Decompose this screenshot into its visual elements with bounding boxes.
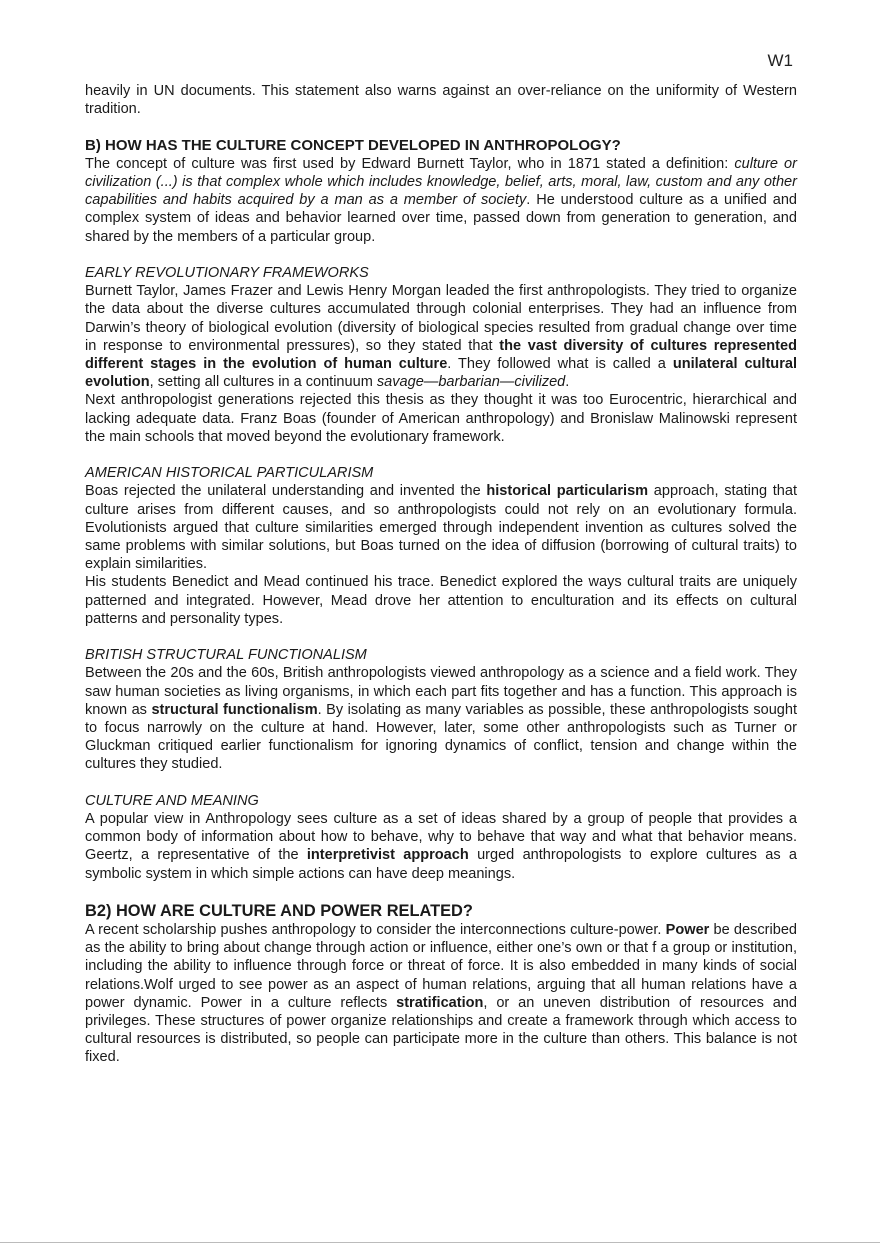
spacer (85, 628, 797, 646)
spacer (85, 774, 797, 792)
british-heading: BRITISH STRUCTURAL FUNCTIONALISM (85, 647, 367, 664)
section-b-paragraph: The concept of culture was first used by Edward Burnett Taylor, who in 1871 stated a definition: culture or civilization (...) is that complex whole which includes knowledge, belief, arts, moral, law, custom and any other capabilities and habits acquired by a man as a member of society. He understood culture as a unified and complex system of ideas and behavior learned over time, passed down from generation to generation, and shared by the members of a particular group. (85, 155, 797, 245)
american-heading: AMERICAN HISTORICAL PARTICULARISM (85, 465, 374, 482)
early-paragraph-2: Next anthropologist generations rejected this thesis as they thought it was too Eurocentric, hierarchical and lacking adequate data. Franz Boas (founder of American anthropology) and Bronislaw Malinowski represent the main schools that moved beyond the evolutionary framework. (85, 392, 797, 445)
section-b2-heading: B2) HOW ARE CULTURE AND POWER RELATED? (85, 902, 473, 921)
section-b-heading: B) HOW HAS THE CULTURE CONCEPT DEVELOPED IN ANTHROPOLOGY? (85, 136, 621, 154)
meaning-heading: CULTURE AND MEANING (85, 792, 259, 809)
american-paragraph-1: Boas rejected the unilateral understanding and invented the historical particularism approach, stating that culture arises from different causes, and so anthropologists could not rely on an evolutionary formula. Evolutionists argued that culture similarities emerged through independent invention as cultures solved the same problems with similar solutions, but Boas turned on the idea of diffusion (borrowing of cultural traits) to explain similarities. (85, 483, 797, 573)
document-body (85, 82, 797, 1067)
british-paragraph: Between the 20s and the 60s, British anthropologists viewed anthropology as a science and a field work. They saw human societies as living organisms, in which each part fits together and has a function. This approach is known as structural functionalism. By isolating as many variables as possible, these anthropologists sought to focus narrowly on the culture at hand. However, later, some other anthropologists such as Turner or Gluckman critiqued earlier functionalism for ignoring dynamics of conflict, tension and change within the cultures they studied. (85, 665, 798, 773)
spacer (85, 883, 797, 901)
intro-paragraph: heavily in UN documents. This statement also warns against an over-reliance on the uniformity of Western tradition. (85, 83, 797, 118)
spacer (85, 446, 797, 464)
meaning-paragraph: A popular view in Anthropology sees culture as a set of ideas shared by a group of people that provides a common body of information about how to behave, why to behave that way and what that behavior means. Geertz, a representative of the interpretivist approach urged anthropologists to explore cultures as a symbolic system in which simple actions can have deep meanings. (85, 811, 798, 882)
footer-divider (0, 1242, 880, 1243)
american-paragraph-2: His students Benedict and Mead continued his trace. Benedict explored the ways cultural traits are uniquely patterned and integrated. However, Mead drove her attention to enculturation and its effects on cultural patterns and personality types. (85, 574, 797, 627)
early-heading: EARLY REVOLUTIONARY FRAMEWORKS (85, 265, 369, 281)
spacer (85, 246, 797, 264)
early-paragraph-1: Burnett Taylor, James Frazer and Lewis Henry Morgan leaded the first anthropologists. They tried to organize the data about the diverse cultures accumulated through colonial enterprises. They had an influence from Darwin’s theory of biological evolution (diversity of biological species resulted from gradual change over time in response to environmental pressures), so they stated that the vast diversity of cultures represented different stages in the evolution of human culture. They followed what is called a unilateral cultural evolution, setting all cultures in a continuum savage—barbarian—civilized. (85, 283, 797, 391)
section-b2-paragraph: A recent scholarship pushes anthropology to consider the interconnections culture-power. Power be described as the ability to bring about change through action or influence, either one’s own or that f a group or institution, including the ability to influence through force or threat of force. It is also embedded in many kinds of social relations.Wolf urged to see power as an aspect of human relations, arguing that all human relations have a power dynamic. Power in a culture reflects stratification, or an uneven distribution of resources and privileges. These structures of power organize relationships and create a framework through which access to cultural resources is distributed, so people can participate more in the culture than others. This balance is not fixed. (85, 922, 798, 1066)
spacer (85, 118, 797, 136)
page-label: W1 (767, 51, 793, 70)
